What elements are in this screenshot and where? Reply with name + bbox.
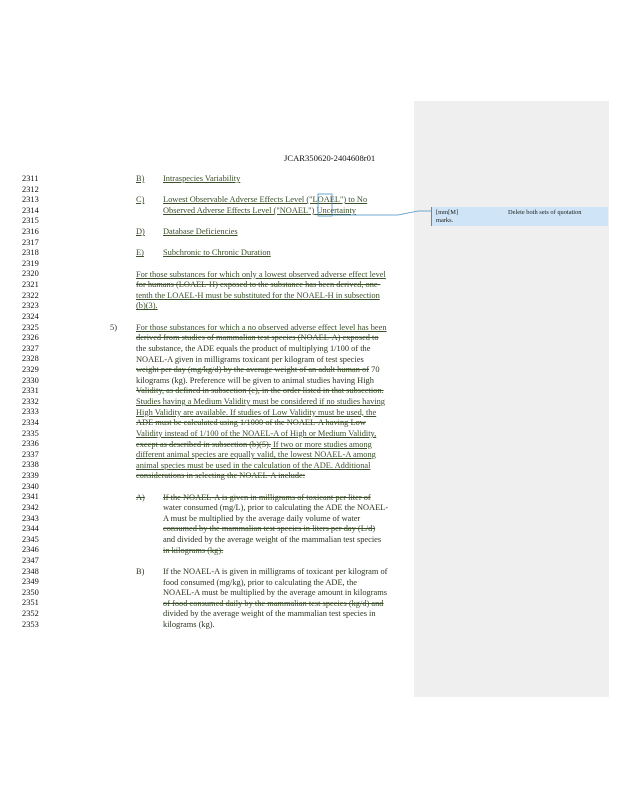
sub-b-line: kilograms (kg). xyxy=(163,619,215,629)
line-number: 2349 xyxy=(22,577,39,587)
line-number: 2329 xyxy=(22,364,39,374)
line-number: 2318 xyxy=(22,248,39,258)
line-number: 2352 xyxy=(22,608,39,618)
line-number: 2313 xyxy=(22,195,39,205)
line-number: 2324 xyxy=(22,311,39,321)
line-number: 2311 xyxy=(22,174,39,183)
para5-line: Studies having a Medium Validity must be considered if no studies having xyxy=(136,397,385,407)
para-loael-line: tenth the LOAEL-H must be substituted for the NOAEL-H in subsection xyxy=(136,290,380,300)
line-number: 2339 xyxy=(22,471,39,481)
comment-anchor-bracket xyxy=(318,194,332,216)
para5-line: High Validity are available. If studies of Low Validity must be used, the xyxy=(136,407,377,417)
sub-a-line: water consumed (mg/L), prior to calculating the ADE the NOAEL- xyxy=(163,503,389,513)
sub-b-label: B) xyxy=(136,566,145,576)
line-number: 2319 xyxy=(22,258,39,268)
line-number: 2312 xyxy=(22,184,39,194)
para-5-label: 5) xyxy=(110,322,117,332)
comment-author: [mm[M] xyxy=(436,209,459,216)
item-c-line2-inserted: Observed Adverse Effects Level ("NOAEL") xyxy=(163,205,315,215)
line-number: 2340 xyxy=(22,481,39,491)
item-e-text: Subchronic to Chronic Duration xyxy=(163,248,271,258)
line-number: 2338 xyxy=(22,460,39,470)
comment-text: Delete both sets of quotation xyxy=(508,209,582,216)
line-number: 2346 xyxy=(22,545,39,555)
para5-line12-inserted: If two or more studies among xyxy=(270,439,372,449)
line-number: 2315 xyxy=(22,216,39,226)
sub-a-label: A) xyxy=(136,492,145,502)
para5-line: NOAEL-A given in milligrams toxicant per kilogram of test species xyxy=(136,354,364,364)
para5-line: the substance, the ADE equals the product of multiplying 1/100 of the xyxy=(136,343,371,353)
item-e-label: E) xyxy=(136,248,144,258)
line-number: 2347 xyxy=(22,555,39,565)
line-number: 2337 xyxy=(22,449,39,459)
line-number: 2316 xyxy=(22,227,39,237)
sub-b-line: of food consumed daily by the mammalian test species (kg/d) and xyxy=(163,598,384,608)
sub-a-line: in kilograms (kg). xyxy=(163,545,224,555)
line-number: 2341 xyxy=(22,492,39,502)
item-d-label: D) xyxy=(136,227,145,237)
item-b-label: B) xyxy=(136,174,145,183)
item-c-line2-tail: Uncertainty xyxy=(314,205,356,215)
para5-line5-tail: 70 xyxy=(369,365,380,375)
sub-b-line: If the NOAEL-A is given in milligrams of toxicant per kilogram of xyxy=(163,566,388,576)
para5-line: For those substances for which a no observed adverse effect level has been xyxy=(136,322,387,332)
sub-a-line: and divided by the average weight of the mammalian test species xyxy=(163,535,382,545)
line-number: 2321 xyxy=(22,280,39,290)
line-number: 2332 xyxy=(22,396,39,406)
document-code: JCAR350620-2404608r01 xyxy=(284,153,376,163)
comment-text-continued: marks. xyxy=(436,217,454,224)
comment-leader-line xyxy=(332,211,431,215)
line-number: 2322 xyxy=(22,290,39,300)
line-number: 2353 xyxy=(22,619,39,629)
line-number: 2328 xyxy=(22,354,39,364)
line-number: 2317 xyxy=(22,237,39,247)
line-number: 2323 xyxy=(22,301,39,311)
comment-balloon[interactable] xyxy=(431,207,608,226)
line-number: 2330 xyxy=(22,375,39,385)
line-number: 2326 xyxy=(22,333,39,343)
para5-line: different animal species are equally valid, the lowest NOAEL-A among xyxy=(136,450,376,460)
para-loael-line: for humans (LOAEL-H) exposed to the substance has been derived, one- xyxy=(136,280,381,290)
line-number: 2343 xyxy=(22,513,39,523)
item-d-text: Database Deficiencies xyxy=(163,227,238,237)
line-number: 2334 xyxy=(22,418,39,428)
line-number: 2344 xyxy=(22,524,39,534)
sub-b-line: food consumed (mg/kg), prior to calculating the ADE, the xyxy=(163,577,357,587)
para5-line5-deleted: weight per day (mg/kg/d) by the average weight of an adult human of xyxy=(136,365,370,375)
sub-b-line: NOAEL-A must be multiplied by the average amount in kilograms xyxy=(163,588,387,598)
line-number: 2335 xyxy=(22,428,39,438)
para5-line: ADE must be calculated using 1/1000 of the NOAEL-A having Low xyxy=(136,418,366,428)
sub-a-line: consumed by the mammalian test species in liters per day (L/d) xyxy=(163,524,376,534)
line-number: 2327 xyxy=(22,343,39,353)
para5-line: kilograms (kg). Preference will be given to animal studies having High xyxy=(136,375,374,385)
para-loael-line: (b)(3). xyxy=(136,301,158,311)
para5-line: derived from studies of mammalian test species (NOAEL-A) exposed to xyxy=(136,333,379,343)
line-number: 2314 xyxy=(22,205,39,215)
line-number: 2333 xyxy=(22,407,39,417)
sub-b-line: divided by the average weight of the mammalian test species in xyxy=(163,609,376,619)
line-number: 2348 xyxy=(22,566,39,576)
line-number: 2325 xyxy=(22,322,39,332)
para5-line: Validity, as defined in subsection (c), in the order listed in that subsection. xyxy=(136,386,384,396)
line-number: 2350 xyxy=(22,587,39,597)
line-number: 2331 xyxy=(22,386,39,396)
line-number: 2336 xyxy=(22,439,39,449)
sub-a-line: If the NOAEL-A is given in milligrams of toxicant per liter of xyxy=(163,492,371,502)
para5-line: animal species must be used in the calculation of the ADE. Additional xyxy=(136,460,371,470)
para5-line: considerations in selecting the NOAEL-A include: xyxy=(136,471,306,481)
para5-line: Validity instead of 1/100 of the NOAEL-A of High or Medium Validity, xyxy=(136,428,377,438)
line-number: 2345 xyxy=(22,534,39,544)
item-b-text: Intraspecies Variability xyxy=(163,174,241,183)
para-loael-line: For those substances for which only a lowest observed adverse effect level xyxy=(136,269,386,279)
line-number: 2320 xyxy=(22,269,39,279)
line-number: 2351 xyxy=(22,598,39,608)
item-c-label: C) xyxy=(136,195,145,205)
line-number: 2342 xyxy=(22,502,39,512)
para5-line12-deleted: except as described in subsection (b)(5). xyxy=(136,439,271,449)
sub-a-line: A must be multiplied by the average daily volume of water xyxy=(163,513,361,523)
item-c-line1: Lowest Observable Adverse Effects Level ("LOAEL") to No xyxy=(163,195,368,205)
